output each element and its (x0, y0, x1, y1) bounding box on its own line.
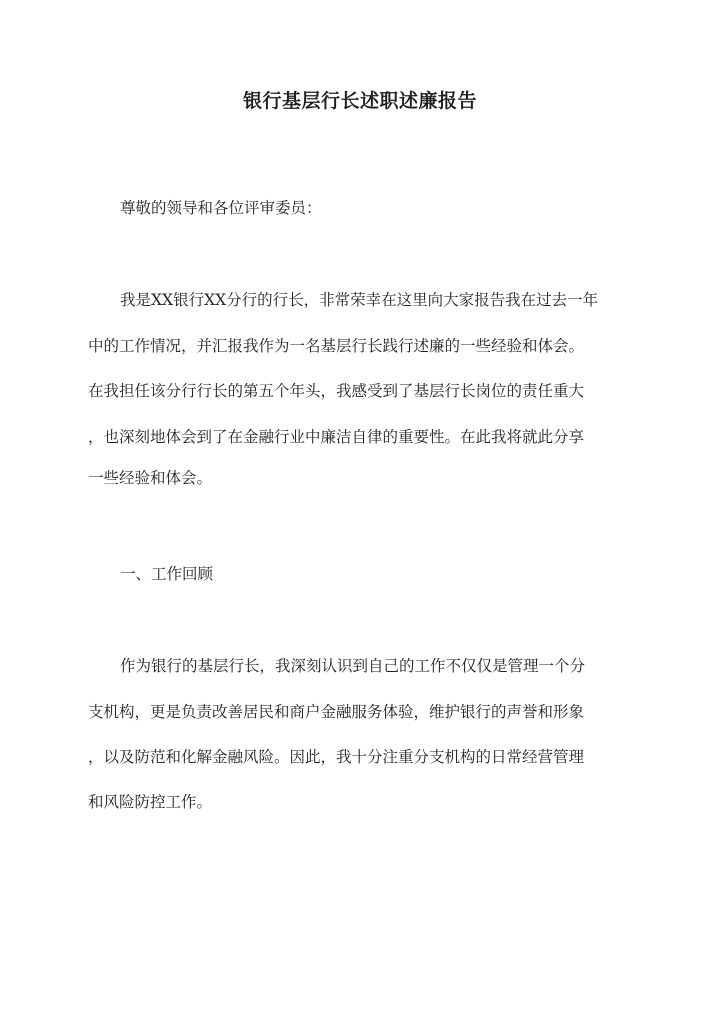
intro-line-1: 我是XX银行XX分行的行长，非常荣幸在这里向大家报告我在过去一年 (120, 291, 599, 309)
section-heading: 一、工作回顾 (120, 565, 214, 583)
intro-line-2: 中的工作情况，并汇报我作为一名基层行长践行述廉的一些经验和体会。 (88, 337, 585, 355)
section-line-3: ，以及防范和化解金融风险。因此，我十分注重分支机构的日常经营管理 (88, 748, 585, 766)
intro-line-5: 一些经验和体会。 (88, 469, 213, 487)
intro-line-4: ，也深刻地体会到了在金融行业中廉洁自律的重要性。在此我将就此分享 (88, 428, 585, 446)
section-line-1: 作为银行的基层行长，我深刻认识到自己的工作不仅仅是管理一个分 (120, 657, 586, 675)
salutation: 尊敬的领导和各位评审委员： (120, 199, 322, 217)
intro-line-3: 在我担任该分行行长的第五个年头，我感受到了基层行长岗位的责任重大 (88, 382, 585, 400)
document-title: 银行基层行长述职述廉报告 (242, 90, 477, 112)
section-line-4: 和风险防控工作。 (88, 793, 213, 811)
section-line-2: 支机构，更是负责改善居民和商户金融服务体验，维护银行的声誉和形象 (88, 703, 585, 721)
